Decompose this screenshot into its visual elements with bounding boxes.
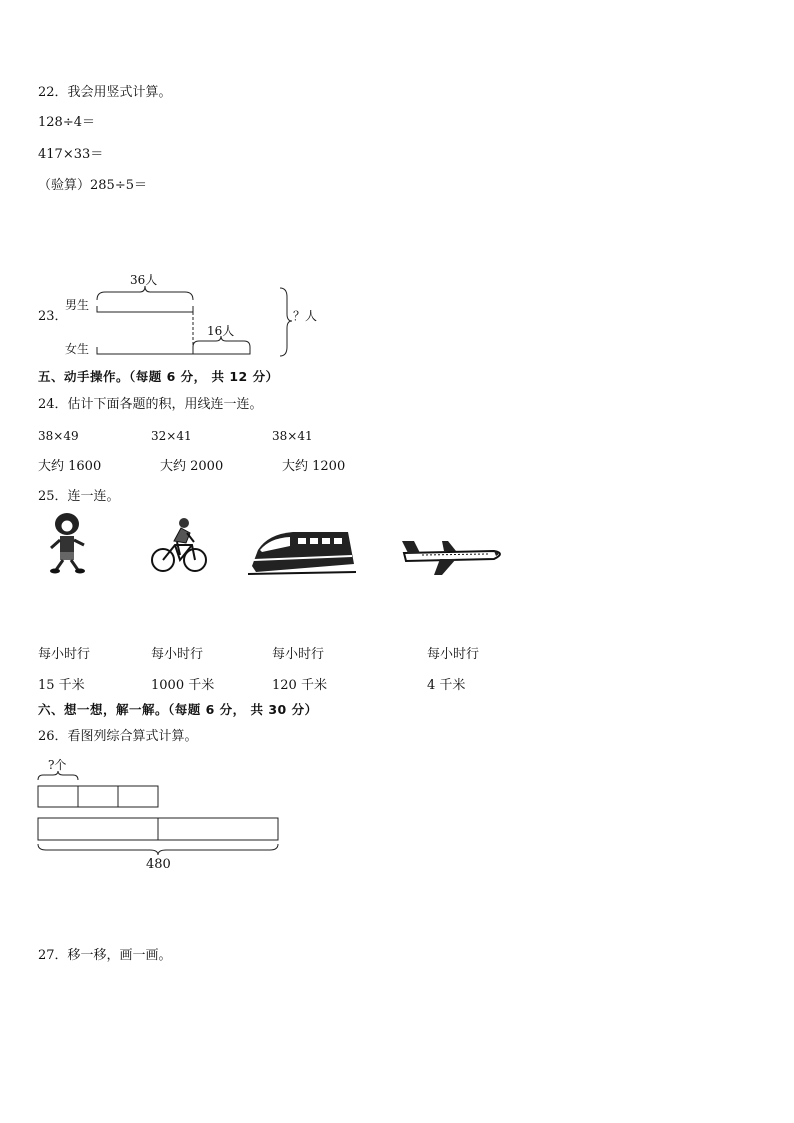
boys-count-label: 36人 xyxy=(130,273,158,287)
airplane-image xyxy=(396,537,508,577)
boys-brace xyxy=(97,286,193,300)
cyclist-image xyxy=(150,515,210,577)
q24-expression-3: 38×41 xyxy=(272,429,313,443)
q24-expression-1: 38×49 xyxy=(38,429,79,443)
q25-title: 25．连一连。 xyxy=(38,489,120,504)
speed-value-4: 4 千米 xyxy=(427,678,466,693)
diff-brace xyxy=(193,336,250,347)
total-question-label: ？人 xyxy=(293,309,318,323)
speed-value-3: 120 千米 xyxy=(272,678,327,693)
q24-expression-2: 32×41 xyxy=(151,429,192,443)
speed-label-3: 每小时行 xyxy=(272,647,325,662)
speed-label-1: 每小时行 xyxy=(38,647,91,662)
speed-value-2: 1000 千米 xyxy=(151,678,215,693)
q23-number: 23． xyxy=(38,309,68,324)
girls-segment xyxy=(97,347,250,354)
q22-item-3: （验算）285÷5＝ xyxy=(38,178,147,193)
total-brace xyxy=(280,288,292,356)
small-box-3 xyxy=(118,786,158,807)
small-box-2 xyxy=(78,786,118,807)
q26-title: 26．看图列综合算式计算。 xyxy=(38,729,198,744)
section-5-heading: 五、动手操作。（每题 6 分， 共 12 分） xyxy=(38,369,279,384)
walking-child-image xyxy=(46,512,90,574)
q22-item-1: 128÷4＝ xyxy=(38,115,95,130)
total-value-label: 480 xyxy=(146,857,171,872)
q24-estimate-3: 大约 1200 xyxy=(282,459,346,474)
total-bottom-brace xyxy=(38,844,278,855)
diff-count-label: 16人 xyxy=(207,324,235,338)
train-image xyxy=(248,528,358,576)
large-box-1 xyxy=(38,818,158,840)
q24-title: 24．估计下面各题的积，用线连一连。 xyxy=(38,397,263,412)
unknown-count-label: ?个 xyxy=(48,758,67,772)
boys-segment xyxy=(97,306,193,312)
section-6-heading: 六、想一想，解一解。（每题 6 分， 共 30 分） xyxy=(38,702,318,717)
boys-label: 男生 xyxy=(65,298,90,312)
large-box-2 xyxy=(158,818,278,840)
q24-estimate-2: 大约 2000 xyxy=(160,459,224,474)
speed-label-4: 每小时行 xyxy=(427,647,480,662)
speed-value-1: 15 千米 xyxy=(38,678,85,693)
q22-item-2: 417×33＝ xyxy=(38,147,104,162)
q22-title: 22．我会用竖式计算。 xyxy=(38,85,172,100)
q27-title: 27．移一移，画一画。 xyxy=(38,948,172,963)
girls-label: 女生 xyxy=(65,342,90,356)
q24-estimate-1: 大约 1600 xyxy=(38,459,102,474)
small-box-1 xyxy=(38,786,78,807)
speed-label-2: 每小时行 xyxy=(151,647,204,662)
